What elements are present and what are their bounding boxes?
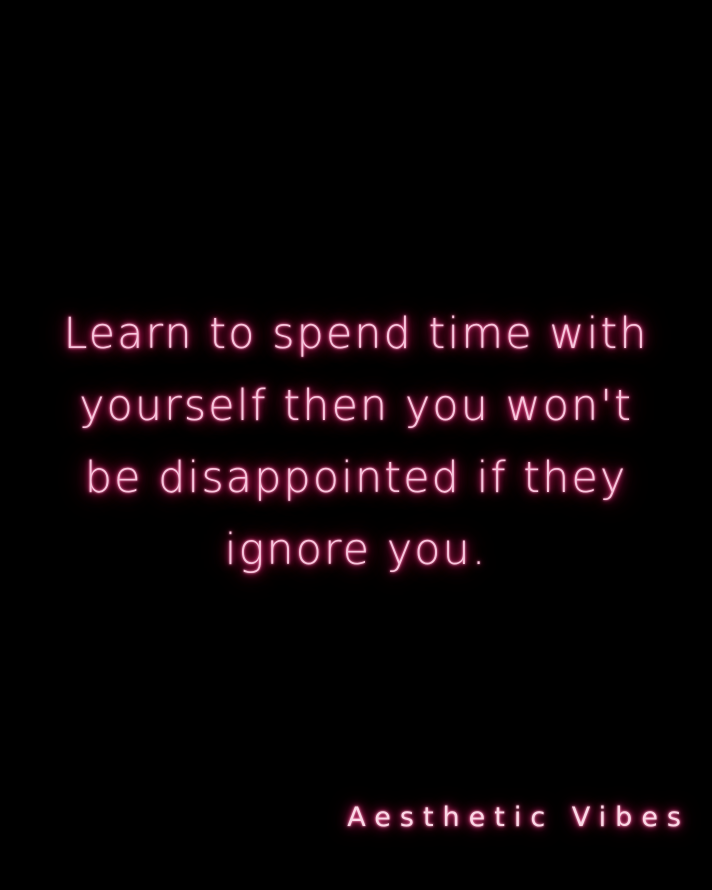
brand-signature: Aesthetic Vibes [347, 802, 690, 833]
quote-line-3: be disappointed if they [84, 453, 628, 503]
quote-line-1: Learn to spend time with [63, 309, 649, 359]
quote-line-4: ignore you. [224, 525, 488, 575]
quote-line-2: yourself then you won't [79, 381, 633, 431]
neon-quote [40, 298, 672, 586]
